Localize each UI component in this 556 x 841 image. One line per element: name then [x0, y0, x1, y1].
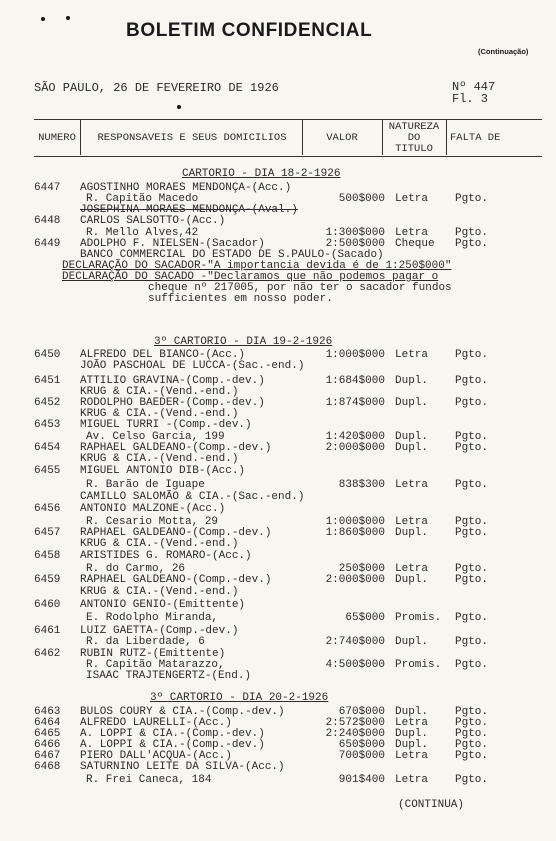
entry-number: 6448 [34, 215, 61, 227]
entry-nature: Letra [395, 193, 429, 205]
table-row [0, 762, 556, 773]
declaration-sacado: DECLARAÇÃO DO SACADO -"Declaramos que não podemos pagar o [62, 271, 439, 283]
table-row [0, 600, 556, 611]
entry-nature: Dupl. [395, 442, 429, 454]
entry-number: 6460 [34, 599, 61, 611]
entry-address: Av. Celso Garcia, 199 [86, 431, 225, 443]
header-natureza-3: TITULO [395, 143, 433, 155]
entry-responsavel: SATURNINO LEITE DA SILVA-(Acc.) [80, 761, 285, 773]
entry-responsavel: ANTONIO GENIO-(Emittente) [80, 599, 246, 611]
entry-falta: Pgto. [455, 431, 489, 443]
entry-falta: Pgto. [455, 193, 489, 205]
entry-value: 2:500$000 [325, 238, 385, 250]
entry-responsavel: KRUG & CIA.-(Vend.-end.) [80, 586, 239, 598]
section-title: 3º CARTORIO - DIA 19-2-1926 [154, 336, 333, 348]
entry-value: 2:740$000 [325, 636, 385, 648]
entry-falta: Pgto. [455, 739, 489, 751]
entry-falta: Pgto. [455, 527, 489, 539]
table-row [0, 504, 556, 515]
entry-falta: Pgto. [455, 717, 489, 729]
entry-address: R. Capitão Macedo [86, 193, 199, 205]
entry-responsavel: ALFREDO DEL BIANCO-(Acc.) [80, 349, 246, 361]
declaration-continued: sufficientes em nosso poder. [148, 293, 333, 305]
entry-value: 838$300 [338, 479, 385, 491]
entry-nature: Dupl. [395, 431, 429, 443]
table-row [0, 775, 556, 786]
entry-responsavel: CAMILLO SALOMÃO & CIA.-(Sac.-end.) [80, 491, 305, 503]
entry-responsavel: ADOLPHO F. NIELSEN-(Sacador) [80, 238, 265, 250]
entry-number: 6459 [34, 574, 61, 586]
entry-nature: Dupl. [395, 397, 429, 409]
entry-responsavel: ALFREDO LAURELLI-(Acc.) [80, 717, 232, 729]
declaration-continued: cheque nº 217005, por não ter o sacador fundos [148, 282, 452, 294]
entry-nature: Dupl. [395, 728, 429, 740]
section-title: CARTORIO - DIA 18-2-1926 [182, 168, 341, 180]
entry-nature: Letra [395, 750, 429, 762]
entry-responsavel: ARISTIDES G. ROMARO-(Acc.) [80, 550, 252, 562]
entry-address: R. Mello Alves,42 [86, 227, 199, 239]
entry-responsavel: BULOS COURY & CIA.-(Comp.-dev.) [80, 706, 285, 718]
entry-value: 1:684$000 [325, 375, 385, 387]
entry-value: 2:000$000 [325, 442, 385, 454]
entry-address: R. da Liberdade, 6 [86, 636, 205, 648]
entry-responsavel: RAPHAEL GALDEANO-(Comp.-dev.) [80, 442, 272, 454]
table-row [0, 492, 556, 503]
entry-value: 1:000$000 [325, 349, 385, 361]
header-numero: NUMERO [38, 132, 76, 144]
entry-falta: Pgto. [455, 636, 489, 648]
entry-value: 650$000 [338, 739, 385, 751]
entry-number: 6461 [34, 625, 61, 637]
declaration-sacador: DECLARAÇÃO DO SACADOR-"A importancia devida é de 1:250$000" [62, 260, 452, 272]
entry-number: 6454 [34, 442, 61, 454]
entry-address: R. Barão de Iguape [86, 479, 205, 491]
entry-responsavel: JOSEPHINA MORAES MENDONÇA-(Aval.) [80, 204, 298, 216]
continua-footer: (CONTINUA) [398, 799, 465, 811]
entry-address: R. do Carmo, 26 [86, 563, 186, 575]
entry-responsavel: BANCO COMMERCIAL DO ESTADO DE S.PAULO-(Sacado) [80, 249, 384, 261]
margin-dot [66, 16, 70, 20]
entry-number: 6465 [34, 728, 61, 740]
entry-nature: Letra [395, 774, 429, 786]
entry-responsavel: RAPHAEL GALDEANO-(Comp.-dev.) [80, 574, 272, 586]
entry-falta: Pgto. [455, 774, 489, 786]
entry-falta: Pgto. [455, 612, 489, 624]
entry-value: 670$000 [338, 706, 385, 718]
table-row [0, 539, 556, 550]
entry-nature: Promis. [395, 612, 442, 624]
entry-responsavel: KRUG & CIA.-(Vend.-end.) [80, 386, 239, 398]
entry-responsavel: A. LOPPI & CIA.-(Comp.-dev.) [80, 728, 265, 740]
entry-responsavel: ANTONIO MALZONE-(Acc.) [80, 503, 226, 515]
header-natureza-1: NATUREZA [388, 121, 440, 133]
entry-number: 6451 [34, 375, 61, 387]
entry-falta: Pgto. [455, 397, 489, 409]
header-responsaveis: RESPONSAVEIS E SEUS DOMICILIOS [97, 132, 287, 144]
entry-responsavel: JOÃO PASCHOAL DE LUCCA-(Sac.-end.) [80, 360, 305, 372]
entry-falta: Pgto. [455, 574, 489, 586]
table-row [0, 361, 556, 372]
entry-address: R. Capitão Matarazzo, [86, 659, 225, 671]
entry-value: 1:420$000 [325, 431, 385, 443]
header-valor: VALOR [326, 132, 358, 144]
entry-number: 6468 [34, 761, 61, 773]
table-row [0, 637, 556, 648]
entry-number: 6447 [34, 182, 61, 194]
entry-address: R. Cesario Motta, 29 [86, 516, 219, 528]
entry-responsavel: LUIZ GAETTA-(Comp.-dev.) [80, 625, 239, 637]
entry-nature: Dupl. [395, 375, 429, 387]
table-row [0, 454, 556, 465]
table-row [0, 420, 556, 431]
table-row [0, 466, 556, 477]
entry-number: 6467 [34, 750, 61, 762]
entry-nature: Letra [395, 563, 429, 575]
entry-number: 6449 [34, 238, 61, 250]
entry-falta: Pgto. [455, 659, 489, 671]
entry-nature: Dupl. [395, 636, 429, 648]
margin-dot [41, 17, 45, 21]
entry-responsavel: PIERO DALL'ACQUA-(Acc.) [80, 750, 232, 762]
entry-nature: Dupl. [395, 527, 429, 539]
entry-value: 1:874$000 [325, 397, 385, 409]
entry-responsavel: ATTILIO GRAVINA-(Comp.-dev.) [80, 375, 265, 387]
continuation-note: (Continuação) [478, 47, 529, 56]
header-natureza-2: DO [407, 132, 421, 144]
entry-value: 700$000 [338, 750, 385, 762]
entry-value: 4:500$000 [325, 659, 385, 671]
entry-number: 6452 [34, 397, 61, 409]
issue-number: Nº 447 [452, 80, 496, 94]
entry-address: R. Frei Caneca, 184 [86, 774, 212, 786]
table-row [0, 294, 556, 305]
table-row [0, 613, 556, 624]
entry-number: 6463 [34, 706, 61, 718]
entry-nature: Letra [395, 227, 429, 239]
entry-nature: Letra [395, 717, 429, 729]
entry-falta: Pgto. [455, 516, 489, 528]
entry-falta: Pgto. [455, 728, 489, 740]
entry-nature: Letra [395, 349, 429, 361]
entry-number: 6458 [34, 550, 61, 562]
entry-nature: Letra [395, 479, 429, 491]
entry-number: 6466 [34, 739, 61, 751]
entry-number: 6456 [34, 503, 61, 515]
entry-nature: Letra [395, 516, 429, 528]
entry-number: 6450 [34, 349, 61, 361]
entry-value: 901$400 [338, 774, 385, 786]
entry-value: 2:240$000 [325, 728, 385, 740]
entry-number: 6453 [34, 419, 61, 431]
entry-value: 1:860$000 [325, 527, 385, 539]
entry-number: 6457 [34, 527, 61, 539]
entry-responsavel: AGOSTINHO MORAES MENDONÇA-(Acc.) [80, 182, 292, 194]
entry-responsavel: KRUG & CIA.-(Vend.-end.) [80, 453, 239, 465]
entry-nature: Cheque [395, 238, 435, 250]
header-falta: FALTA DE [450, 132, 501, 144]
entry-falta: Pgto. [455, 238, 489, 250]
entry-nature: Dupl. [395, 739, 429, 751]
entry-responsavel: RODOLPHO BAEDER-(Comp.-dev.) [80, 397, 265, 409]
entry-responsavel: MIGUEL ANTONIO DIB-(Acc.) [80, 465, 246, 477]
entry-nature: Promis. [395, 659, 442, 671]
entry-responsavel: RAPHAEL GALDEANO-(Comp.-dev.) [80, 527, 272, 539]
entry-value: 500$000 [338, 193, 385, 205]
column-divider [80, 119, 81, 155]
entry-nature: Dupl. [395, 574, 429, 586]
entry-falta: Pgto. [455, 750, 489, 762]
table-row [0, 575, 556, 586]
entry-falta: Pgto. [455, 563, 489, 575]
entry-falta: Pgto. [455, 706, 489, 718]
table-row [0, 216, 556, 227]
entry-value: 1:000$000 [325, 516, 385, 528]
entry-address: E. Rodolpho Miranda, [86, 612, 219, 624]
sheet-number: Fl. 3 [452, 92, 489, 106]
entry-falta: Pgto. [455, 479, 489, 491]
place-date: SÃO PAULO, 26 DE FEVEREIRO DE 1926 [34, 81, 279, 95]
entry-value: 2:572$000 [325, 717, 385, 729]
entry-number: 6455 [34, 465, 61, 477]
table-row [0, 660, 556, 671]
entry-nature: Dupl. [395, 706, 429, 718]
entry-falta: Pgto. [455, 442, 489, 454]
entry-responsavel: MIGUEL TURRI -(Comp.-dev.) [80, 419, 252, 431]
entry-falta: Pgto. [455, 227, 489, 239]
margin-dot [177, 105, 181, 109]
entry-value: 250$000 [338, 563, 385, 575]
entry-responsavel: KRUG & CIA.-(Vend.-end.) [80, 538, 239, 550]
table-row [0, 671, 556, 682]
table-row [0, 587, 556, 598]
entry-responsavel: KRUG & CIA.-(Vend.-end.) [80, 408, 239, 420]
section-title: 3º CARTORIO - DIA 20-2-1926 [150, 692, 329, 704]
entry-value: 65$000 [345, 612, 385, 624]
entry-value: 1:300$000 [325, 227, 385, 239]
entry-value: 2:000$000 [325, 574, 385, 586]
entry-falta: Pgto. [455, 349, 489, 361]
entry-responsavel: RUBIN RUTZ-(Emittente) [80, 648, 226, 660]
table-row [0, 480, 556, 491]
entry-responsavel: A. LOPPI & CIA.-(Comp.-dev.) [80, 739, 265, 751]
entry-number: 6462 [34, 648, 61, 660]
entry-falta: Pgto. [455, 375, 489, 387]
entry-number: 6464 [34, 717, 61, 729]
entry-responsavel: ISAAC TRAJTENGERTZ-(End.) [86, 670, 252, 682]
bulletin-heading: BOLETIM CONFIDENCIAL [126, 20, 373, 41]
entry-responsavel: CARLOS SALSOTTO-(Acc.) [80, 215, 226, 227]
table-row [0, 551, 556, 562]
